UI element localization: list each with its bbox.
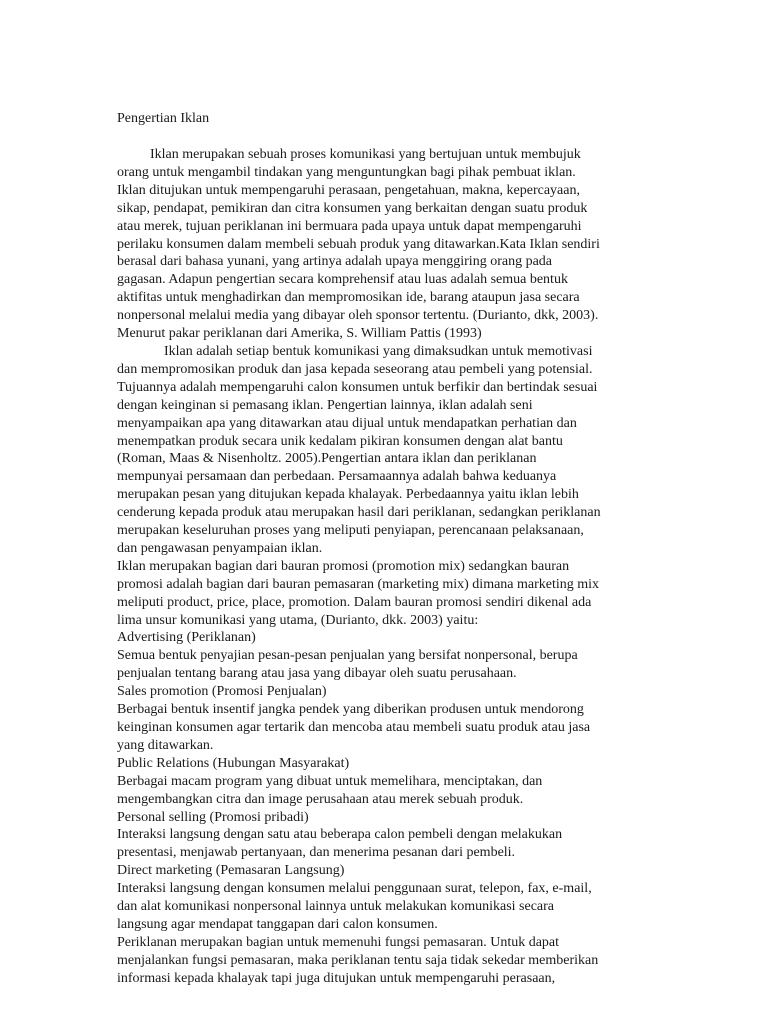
text-line: Berbagai macam program yang dibuat untuk memelihara, menciptakan, dan <box>117 773 543 789</box>
document-title: Pengertian Iklan <box>117 111 210 126</box>
text-line: yang ditawarkan. <box>117 737 214 753</box>
text-line: merupakan pesan yang ditujukan kepada khalayak. Perbedaannya yaitu iklan lebih <box>117 487 579 503</box>
text-line: dan mempromosikan produk dan jasa kepada seseorang atau pembeli yang potensial. <box>117 361 593 377</box>
text-line: Interaksi langsung dengan konsumen melalui penggunaan surat, telepon, fax, e-mail, <box>117 881 592 897</box>
text-line: Sales promotion (Promosi Penjualan) <box>117 684 327 700</box>
text-line: dengan keinginan si pemasang iklan. Pengertian lainnya, iklan adalah seni <box>117 397 533 413</box>
text-line: aktifitas untuk menghadirkan dan mempromosikan ide, barang ataupun jasa secara <box>117 290 580 306</box>
text-line: Periklanan merupakan bagian untuk memenuhi fungsi pemasaran. Untuk dapat <box>117 934 560 950</box>
text-line: Tujuannya adalah mempengaruhi calon konsumen untuk berfikir dan bertindak sesuai <box>117 379 598 395</box>
text-line: mengembangkan citra dan image perusahaan atau merek sebuah produk. <box>117 791 524 807</box>
text-line: promosi adalah bagian dari bauran pemasaran (marketing mix) dimana marketing mix <box>117 576 600 592</box>
text-line: presentasi, menjawab pertanyaan, dan menerima pesanan dari pembeli. <box>117 845 516 861</box>
text-line: Iklan merupakan bagian dari bauran promosi (promotion mix) sedangkan bauran <box>117 558 570 574</box>
text-line: (Roman, Maas & Nisenholtz. 2005).Pengertian antara iklan dan periklanan <box>117 451 537 467</box>
text-line: gagasan. Adapun pengertian secara komprehensif atau luas adalah semua bentuk <box>117 272 568 288</box>
text-line: nonpersonal melalui media yang dibayar oleh sponsor tertentu. (Durianto, dkk, 2003). <box>117 308 599 324</box>
text-line: Berbagai bentuk insentif jangka pendek yang diberikan produsen untuk mendorong <box>117 702 584 718</box>
text-line: berasal dari bahasa yunani, yang artinya adalah upaya menggiring orang pada <box>117 254 552 270</box>
text-line: atau merek, tujuan periklanan ini bermuara pada upaya untuk dapat mempengaruhi <box>117 218 582 234</box>
text-line: Interaksi langsung dengan satu atau beberapa calon pembeli dengan melakukan <box>117 827 563 843</box>
text-line: Iklan ditujukan untuk mempengaruhi perasaan, pengetahuan, makna, kepercayaan, <box>117 182 580 198</box>
text-line: Public Relations (Hubungan Masyarakat) <box>117 755 350 771</box>
document-body <box>117 146 757 988</box>
text-line: Personal selling (Promosi pribadi) <box>117 809 309 825</box>
text-line: penjualan tentang barang atau jasa yang dibayar oleh suatu perusahaan. <box>117 666 517 682</box>
text-line: orang untuk mengambil tindakan yang menguntungkan bagi pihak pembuat iklan. <box>117 164 576 180</box>
text-line: Menurut pakar periklanan dari Amerika, S. William Pattis (1993) <box>117 326 482 342</box>
text-line: mempunyai persamaan dan perbedaan. Persamaannya adalah bahwa keduanya <box>117 469 557 485</box>
text-line: Direct marketing (Pemasaran Langsung) <box>117 863 345 879</box>
text-line: informasi kepada khalayak tapi juga ditujukan untuk mempengaruhi perasaan, <box>117 970 556 986</box>
text-line: menempatkan produk secara unik kedalam pikiran konsumen dengan alat bantu <box>117 433 563 449</box>
text-line: Iklan adalah setiap bentuk komunikasi yang dimaksudkan untuk memotivasi <box>164 343 593 359</box>
text-line: dan pengawasan penyampaian iklan. <box>117 540 323 556</box>
text-line: menyampaikan apa yang ditawarkan atau dijual untuk mendapatkan perhatian dan <box>117 415 577 431</box>
text-line: cenderung kepada produk atau merupakan hasil dari periklanan, sedangkan periklanan <box>117 505 601 521</box>
text-line: Iklan merupakan sebuah proses komunikasi yang bertujuan untuk membujuk <box>150 147 581 162</box>
text-line: merupakan keseluruhan proses yang meliputi penyiapan, perencanaan pelaksanaan, <box>117 523 584 539</box>
text-line: meliputi product, price, place, promotion. Dalam bauran promosi sendiri dikenal ada <box>117 594 592 610</box>
text-line: dan alat komunikasi nonpersonal lainnya untuk melakukan komunikasi secara <box>117 899 554 915</box>
text-line: keinginan konsumen agar tertarik dan mencoba atau membeli suatu produk atau jasa <box>117 720 591 735</box>
text-line: langsung agar mendapat tanggapan dari calon konsumen. <box>117 916 438 932</box>
text-line: Advertising (Periklanan) <box>117 630 256 646</box>
text-line: perilaku konsumen dalam membeli sebuah produk yang ditawarkan.Kata Iklan sendiri <box>117 236 600 252</box>
text-line: sikap, pendapat, pemikiran dan citra konsumen yang berkaitan dengan suatu produk <box>117 200 588 216</box>
text-line: Semua bentuk penyajian pesan-pesan penjualan yang bersifat nonpersonal, berupa <box>117 648 578 664</box>
text-line: menjalankan fungsi pemasaran, maka periklanan tentu saja tidak sekedar memberikan <box>117 952 599 968</box>
text-line: lima unsur komunikasi yang utama, (Durianto, dkk. 2003) yaitu: <box>117 612 479 628</box>
